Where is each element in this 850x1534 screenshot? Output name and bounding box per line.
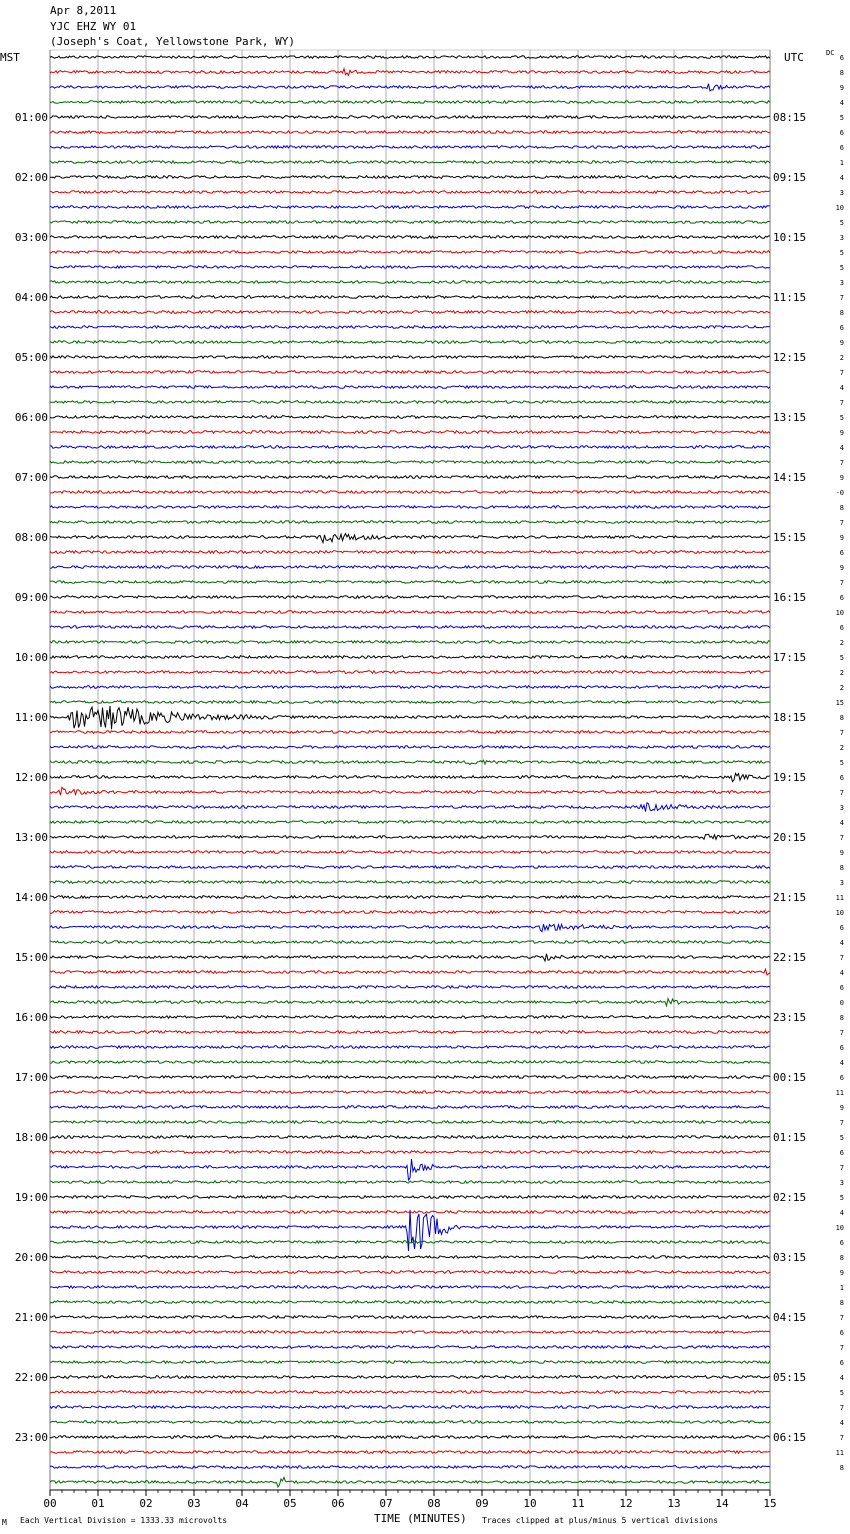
dc-value-label: 10 [835,609,844,617]
trace-line [50,881,770,884]
dc-value-label: 7 [839,954,844,962]
dc-value-label: 9 [839,84,844,92]
dc-value-label: 8 [839,864,844,872]
trace-line [50,1391,770,1394]
dc-value-label: 10 [835,1224,844,1232]
trace-line [50,506,770,509]
right-hour-label: 02:15 [773,1191,807,1204]
trace-line [50,311,770,314]
trace-line [50,954,770,961]
x-tick-label: 06 [331,1497,345,1510]
left-hour-label: 18:00 [14,1131,48,1144]
dc-value-label: 7 [839,834,844,842]
dc-value-label: 7 [839,579,844,587]
trace-line [50,1406,770,1409]
trace-line [50,521,770,524]
trace-line [50,386,770,389]
footer-scale: Each Vertical Division = 1333.33 microvolts [20,1516,228,1525]
dc-value-label: 5 [839,219,844,227]
left-hour-label: 07:00 [14,471,48,484]
trace-line [50,551,770,554]
dc-value-label: 3 [839,279,844,287]
dc-value-label: 2 [839,639,844,647]
x-tick-label: 02 [139,1497,153,1510]
trace-line [50,1271,770,1274]
header-date: Apr 8,2011 [50,4,117,17]
trace-line [50,56,770,59]
trace-line [50,1301,770,1304]
x-tick-label: 08 [427,1497,441,1510]
x-tick-label: 12 [619,1497,633,1510]
trace-line [50,491,770,494]
trace-line [50,1451,770,1454]
dc-value-label: 4 [839,969,844,977]
trace-line [50,731,770,734]
trace-line [50,686,770,689]
dc-value-label: 7 [839,789,844,797]
trace-line [50,1046,770,1049]
left-hour-label: 08:00 [14,531,48,544]
dc-value-label: 6 [839,129,844,137]
dc-value-label: 4 [839,1374,844,1382]
dc-value-label: 6 [839,774,844,782]
dc-value-label: 7 [839,1404,844,1412]
trace-line [50,1331,770,1334]
trace-line [50,1466,770,1469]
dc-value-label: 9 [839,429,844,437]
trace-line [50,446,770,449]
trace-line [50,986,770,989]
trace-line [50,1121,770,1124]
trace-line [50,416,770,419]
right-hour-label: 18:15 [773,711,807,724]
trace-line [50,1159,770,1180]
trace-line [50,356,770,359]
dc-value-label: 9 [839,1269,844,1277]
dc-value-label: 8 [839,714,844,722]
x-tick-label: 13 [667,1497,681,1510]
dc-value-label: 8 [839,504,844,512]
right-hour-label: 17:15 [773,651,807,664]
trace-line [50,1031,770,1034]
trace-line [50,1241,770,1244]
left-hour-label: 11:00 [14,711,48,724]
dc-value-label: 2 [839,684,844,692]
dc-value-label: 6 [839,984,844,992]
footer-clip-note: Traces clipped at plus/minus 5 vertical divisions [482,1516,719,1525]
dc-value-label: 5 [839,654,844,662]
dc-value-label: 11 [835,1449,844,1457]
trace-line [50,326,770,329]
trace-line [50,236,770,239]
trace-line [50,701,770,704]
trace-line [50,746,770,749]
trace-line [50,371,770,374]
trace-line [50,84,770,91]
right-hour-label: 08:15 [773,111,807,124]
x-tick-label: 11 [571,1497,585,1510]
trace-line [50,803,770,812]
dc-value-label: 9 [839,849,844,857]
trace-line [50,1346,770,1349]
dc-value-label: 7 [839,1119,844,1127]
dc-value-label: 7 [839,729,844,737]
dc-value-label: 6 [839,1359,844,1367]
right-timezone-label: UTC [784,51,804,64]
trace-line [50,596,770,599]
trace-line [50,969,770,975]
trace-line [50,566,770,569]
dc-value-label: 2 [839,669,844,677]
dc-value-label: 6 [839,549,844,557]
left-hour-label: 22:00 [14,1371,48,1384]
trace-line [50,787,770,795]
trace-line [50,131,770,134]
left-hour-label: 15:00 [14,951,48,964]
dc-value-label: 9 [839,339,844,347]
dc-value-label: 6 [839,1044,844,1052]
left-hour-label: 16:00 [14,1011,48,1024]
x-tick-label: 07 [379,1497,393,1510]
trace-line [50,1151,770,1154]
trace-line [50,611,770,614]
right-hour-label: 13:15 [773,411,807,424]
x-tick-label: 00 [43,1497,57,1510]
right-hour-label: 06:15 [773,1431,807,1444]
dc-value-label: 7 [839,1029,844,1037]
trace-line [50,1136,770,1139]
trace-line [50,706,770,729]
right-hour-label: 21:15 [773,891,807,904]
dc-value-label: 9 [839,474,844,482]
dc-value-label: 9 [839,564,844,572]
dc-value-label: 8 [839,1254,844,1262]
x-tick-label: 01 [91,1497,105,1510]
trace-line [50,1376,770,1379]
left-hour-label: 14:00 [14,891,48,904]
trace-line [50,866,770,869]
dc-value-label: 5 [839,1194,844,1202]
trace-line [50,581,770,584]
dc-value-label: 1 [839,1284,844,1292]
header-station: YJC EHZ WY 01 [50,20,137,33]
dc-value-label: 11 [835,894,844,902]
dc-value-label: 10 [835,204,844,212]
trace-line [50,461,770,464]
left-hour-label: 06:00 [14,411,48,424]
dc-value-label: 7 [839,294,844,302]
left-hour-label: 20:00 [14,1251,48,1264]
trace-line [50,476,770,479]
left-timezone-label: MST [0,51,20,64]
trace-line [50,1076,770,1079]
left-hour-label: 03:00 [14,231,48,244]
trace-line [50,176,770,179]
dc-value-label: 8 [839,1299,844,1307]
trace-line [50,911,770,914]
left-hour-label: 17:00 [14,1071,48,1084]
trace-line [50,251,770,254]
right-hour-label: 05:15 [773,1371,807,1384]
trace-line [50,821,770,824]
right-hour-label: 09:15 [773,171,807,184]
dc-value-label: 4 [839,939,844,947]
trace-line [50,401,770,404]
dc-value-label: 3 [839,234,844,242]
trace-line [50,341,770,344]
trace-line [50,896,770,899]
dc-value-label: 7 [839,459,844,467]
left-hour-label: 19:00 [14,1191,48,1204]
dc-value-label: 1 [839,159,844,167]
right-hour-label: 12:15 [773,351,807,364]
trace-line [50,999,770,1006]
trace-line [50,1181,770,1184]
trace-line [50,760,770,764]
right-hour-label: 10:15 [773,231,807,244]
trace-line [50,1210,770,1251]
trace-line [50,1477,770,1487]
right-hour-label: 00:15 [773,1071,807,1084]
dc-value-label: 8 [839,309,844,317]
trace-line [50,206,770,209]
dc-value-label: 5 [839,759,844,767]
dc-value-label: 5 [839,1389,844,1397]
dc-value-label: 6 [839,594,844,602]
dc-value-label: 2 [839,354,844,362]
dc-value-label: 5 [839,264,844,272]
dc-value-label: 4 [839,1209,844,1217]
trace-line [50,1436,770,1439]
x-tick-label: 03 [187,1497,201,1510]
dc-value-label: 6 [839,624,844,632]
dc-label: DC [826,49,835,57]
dc-value-label: 4 [839,444,844,452]
trace-line [50,924,770,932]
dc-value-label: 4 [839,819,844,827]
dc-value-label: 8 [839,1464,844,1472]
dc-value-label: 15 [835,699,844,707]
dc-value-label: 8 [839,1014,844,1022]
left-hour-label: 13:00 [14,831,48,844]
dc-value-label: 4 [839,1059,844,1067]
trace-line [50,191,770,194]
dc-value-label: 4 [839,384,844,392]
dc-value-label: 6 [839,144,844,152]
trace-line [50,626,770,629]
dc-value-label: 8 [839,69,844,77]
trace-line [50,834,770,839]
trace-line [50,773,770,781]
left-hour-label: 23:00 [14,1431,48,1444]
dc-value-label: 3 [839,1179,844,1187]
header-location: (Joseph's Coat, Yellowstone Park, WY) [50,35,296,48]
dc-value-label: 7 [839,399,844,407]
dc-value-label: 6 [839,54,844,62]
trace-line [50,101,770,104]
right-hour-label: 19:15 [773,771,807,784]
dc-value-label: 5 [839,414,844,422]
dc-value-label: 2 [839,744,844,752]
trace-line [50,69,770,76]
dc-value-label: 6 [839,924,844,932]
dc-value-label: 5 [839,249,844,257]
dc-value-label: 6 [839,1329,844,1337]
right-hour-label: 20:15 [773,831,807,844]
dc-value-label: 7 [839,1314,844,1322]
trace-line [50,161,770,164]
trace-line [50,116,770,119]
right-hour-label: 23:15 [773,1011,807,1024]
trace-line [50,146,770,149]
trace-line [50,656,770,659]
right-hour-label: 04:15 [773,1311,807,1324]
dc-value-label: 7 [839,1434,844,1442]
trace-line [50,941,770,944]
dc-value-label: 6 [839,324,844,332]
right-hour-label: 11:15 [773,291,807,304]
trace-line [50,266,770,269]
dc-value-label: 11 [835,1089,844,1097]
left-hour-label: 02:00 [14,171,48,184]
x-axis-label: TIME (MINUTES) [374,1512,467,1525]
x-tick-label: 15 [763,1497,777,1510]
right-hour-label: 14:15 [773,471,807,484]
x-tick-label: 04 [235,1497,249,1510]
dc-value-label: 7 [839,519,844,527]
trace-line [50,1286,770,1289]
trace-line [50,1361,770,1364]
left-hour-label: 01:00 [14,111,48,124]
dc-value-label: 4 [839,174,844,182]
dc-value-label: 4 [839,99,844,107]
dc-value-label: 7 [839,1164,844,1172]
x-tick-label: 05 [283,1497,297,1510]
trace-line [50,671,770,674]
left-hour-label: 04:00 [14,291,48,304]
dc-value-label: 6 [839,1239,844,1247]
right-hour-label: 15:15 [773,531,807,544]
trace-line [50,1016,770,1019]
trace-line [50,1316,770,1319]
dc-value-label: 0 [839,999,844,1007]
trace-line [50,296,770,299]
trace-line [50,1106,770,1109]
trace-line [50,1421,770,1424]
dc-value-label: 7 [839,369,844,377]
dc-value-label: 3 [839,804,844,812]
dc-value-label: 7 [839,1344,844,1352]
dc-value-label: 9 [839,534,844,542]
left-hour-label: 10:00 [14,651,48,664]
left-hour-label: 09:00 [14,591,48,604]
dc-value-label: 9 [839,1104,844,1112]
trace-line [50,851,770,854]
trace-line [50,221,770,224]
trace-line [50,1256,770,1259]
dc-value-label: 5 [839,114,844,122]
footer-mark: M [2,1518,7,1527]
dc-value-label: 3 [839,879,844,887]
trace-line [50,431,770,434]
left-hour-label: 12:00 [14,771,48,784]
right-hour-label: 22:15 [773,951,807,964]
left-hour-label: 21:00 [14,1311,48,1324]
left-hour-label: 05:00 [14,351,48,364]
trace-line [50,281,770,284]
trace-line [50,1196,770,1199]
dc-value-label: 3 [839,189,844,197]
x-tick-label: 09 [475,1497,489,1510]
right-hour-label: 01:15 [773,1131,807,1144]
dc-value-label: 4 [839,1419,844,1427]
dc-value-label: 10 [835,909,844,917]
dc-value-label: 5 [839,1134,844,1142]
dc-value-label: 6 [839,1149,844,1157]
x-tick-label: 10 [523,1497,537,1510]
trace-line [50,534,770,543]
dc-value-label: -0 [835,489,844,497]
trace-line [50,1061,770,1064]
right-hour-label: 16:15 [773,591,807,604]
dc-value-label: 6 [839,1074,844,1082]
x-tick-label: 14 [715,1497,729,1510]
trace-line [50,641,770,644]
right-hour-label: 03:15 [773,1251,807,1264]
trace-line [50,1091,770,1094]
